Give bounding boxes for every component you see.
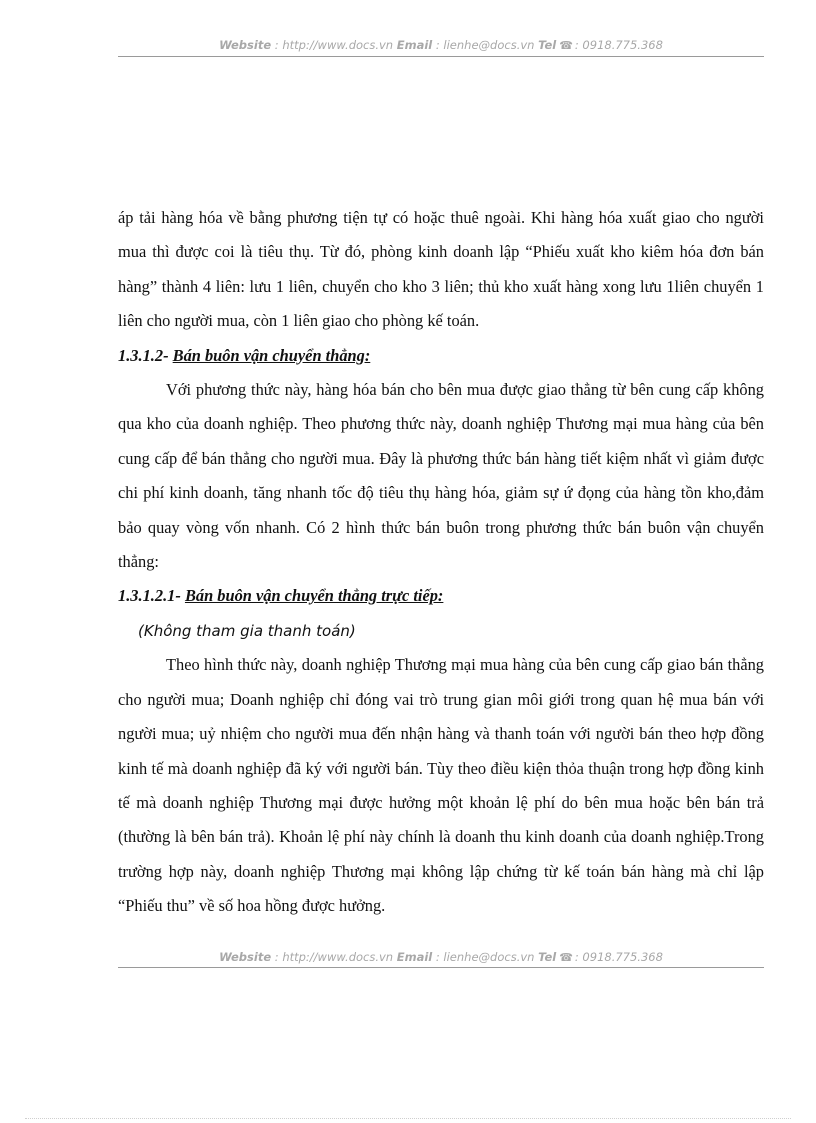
header-email-address: : lienhe@docs.vn	[432, 38, 539, 52]
page-footer	[118, 950, 764, 964]
footer-tel-label: Tel	[538, 950, 557, 964]
heading-number: 1.3.1.2.1-	[118, 586, 185, 606]
document-body	[118, 201, 764, 924]
heading-number: 1.3.1.2-	[118, 345, 173, 365]
paragraph-2: Với phương thức này, hàng hóa bán cho bên mua được giao thẳng từ bên cung cấp không qua kho của doanh nghiệp. Theo phương thức này, doanh nghiệp Thương mại mua hàng của bên cung cấp để bán thẳng cho người mua. Đây là phương thức bán hàng tiết kiệm nhất vì giảm được chi phí kinh doanh, tăng nhanh tốc độ tiêu thụ hàng hóa, giảm sự ứ đọng của hàng tồn kho,đảm bảo quay vòng vốn nhanh. Có 2 hình thức bán buôn trong phương thức bán buôn vận chuyển thẳng:	[118, 380, 764, 572]
header-divider	[118, 56, 764, 57]
paragraph-3: Theo hình thức này, doanh nghiệp Thương mại mua hàng của bên cung cấp giao bán thẳng cho người mua; Doanh nghiệp chỉ đóng vai trò trung gian môi giới trong quan hệ mua bán với người mua; uỷ nhiệm cho người mua đến nhận hàng và thanh toán với người bán theo hợp đồng kinh tế mà doanh nghiệp đã ký với người bán. Tùy theo điều kiện thỏa thuận trong hợp đồng kinh tế mà doanh nghiệp Thương mại được hưởng một khoản lệ phí do bên mua hoặc bên bán trả (thường là bên bán trả). Khoản lệ phí này chính là doanh thu kinh doanh của doanh nghiệp.Trong trường hợp này, doanh nghiệp Thương mại không lập chứng từ kế toán bán hàng mà chỉ lập “Phiếu thu” về số hoa hồng được hưởng.	[118, 655, 764, 916]
section-subtitle: (Không tham gia thanh toán)	[138, 621, 356, 640]
header-tel-number: : 0918.775.368	[574, 38, 663, 52]
footer-email-label: Email	[396, 950, 433, 964]
paragraph-1: áp tải hàng hóa về bằng phương tiện tự có hoặc thuê ngoài. Khi hàng hóa xuất giao cho người mua thì được coi là tiêu thụ. Từ đó, phòng kinh doanh lập “Phiếu xuất kho kiêm hóa đơn bán hàng” thành 4 liên: lưu 1 liên, chuyển cho kho 3 liên; thủ kho xuất hàng xong lưu 1liên chuyển 1 liên cho người mua, còn 1 liên giao cho phòng kế toán.	[118, 208, 764, 331]
heading-title: Bán buôn vận chuyển thẳng:	[172, 345, 371, 365]
heading-title: Bán buôn vận chuyển thẳng trực tiếp:	[184, 586, 444, 606]
footer-email-address: : lienhe@docs.vn	[432, 950, 539, 964]
section-heading-1-3-1-2	[118, 339, 764, 373]
header-email-label: Email	[396, 38, 433, 52]
header-website-label: Website	[219, 38, 272, 52]
footer-divider	[118, 967, 764, 968]
page-edge-divider	[25, 1118, 791, 1119]
footer-tel-number: : 0918.775.368	[574, 950, 663, 964]
header-website-url: : http://www.docs.vn	[271, 38, 397, 52]
page-header	[118, 38, 764, 52]
phone-icon: ☎	[559, 951, 573, 964]
header-tel-label: Tel	[538, 38, 557, 52]
footer-website-url: : http://www.docs.vn	[271, 950, 397, 964]
section-heading-1-3-1-2-1	[118, 579, 764, 613]
phone-icon: ☎	[559, 39, 573, 52]
footer-website-label: Website	[219, 950, 272, 964]
